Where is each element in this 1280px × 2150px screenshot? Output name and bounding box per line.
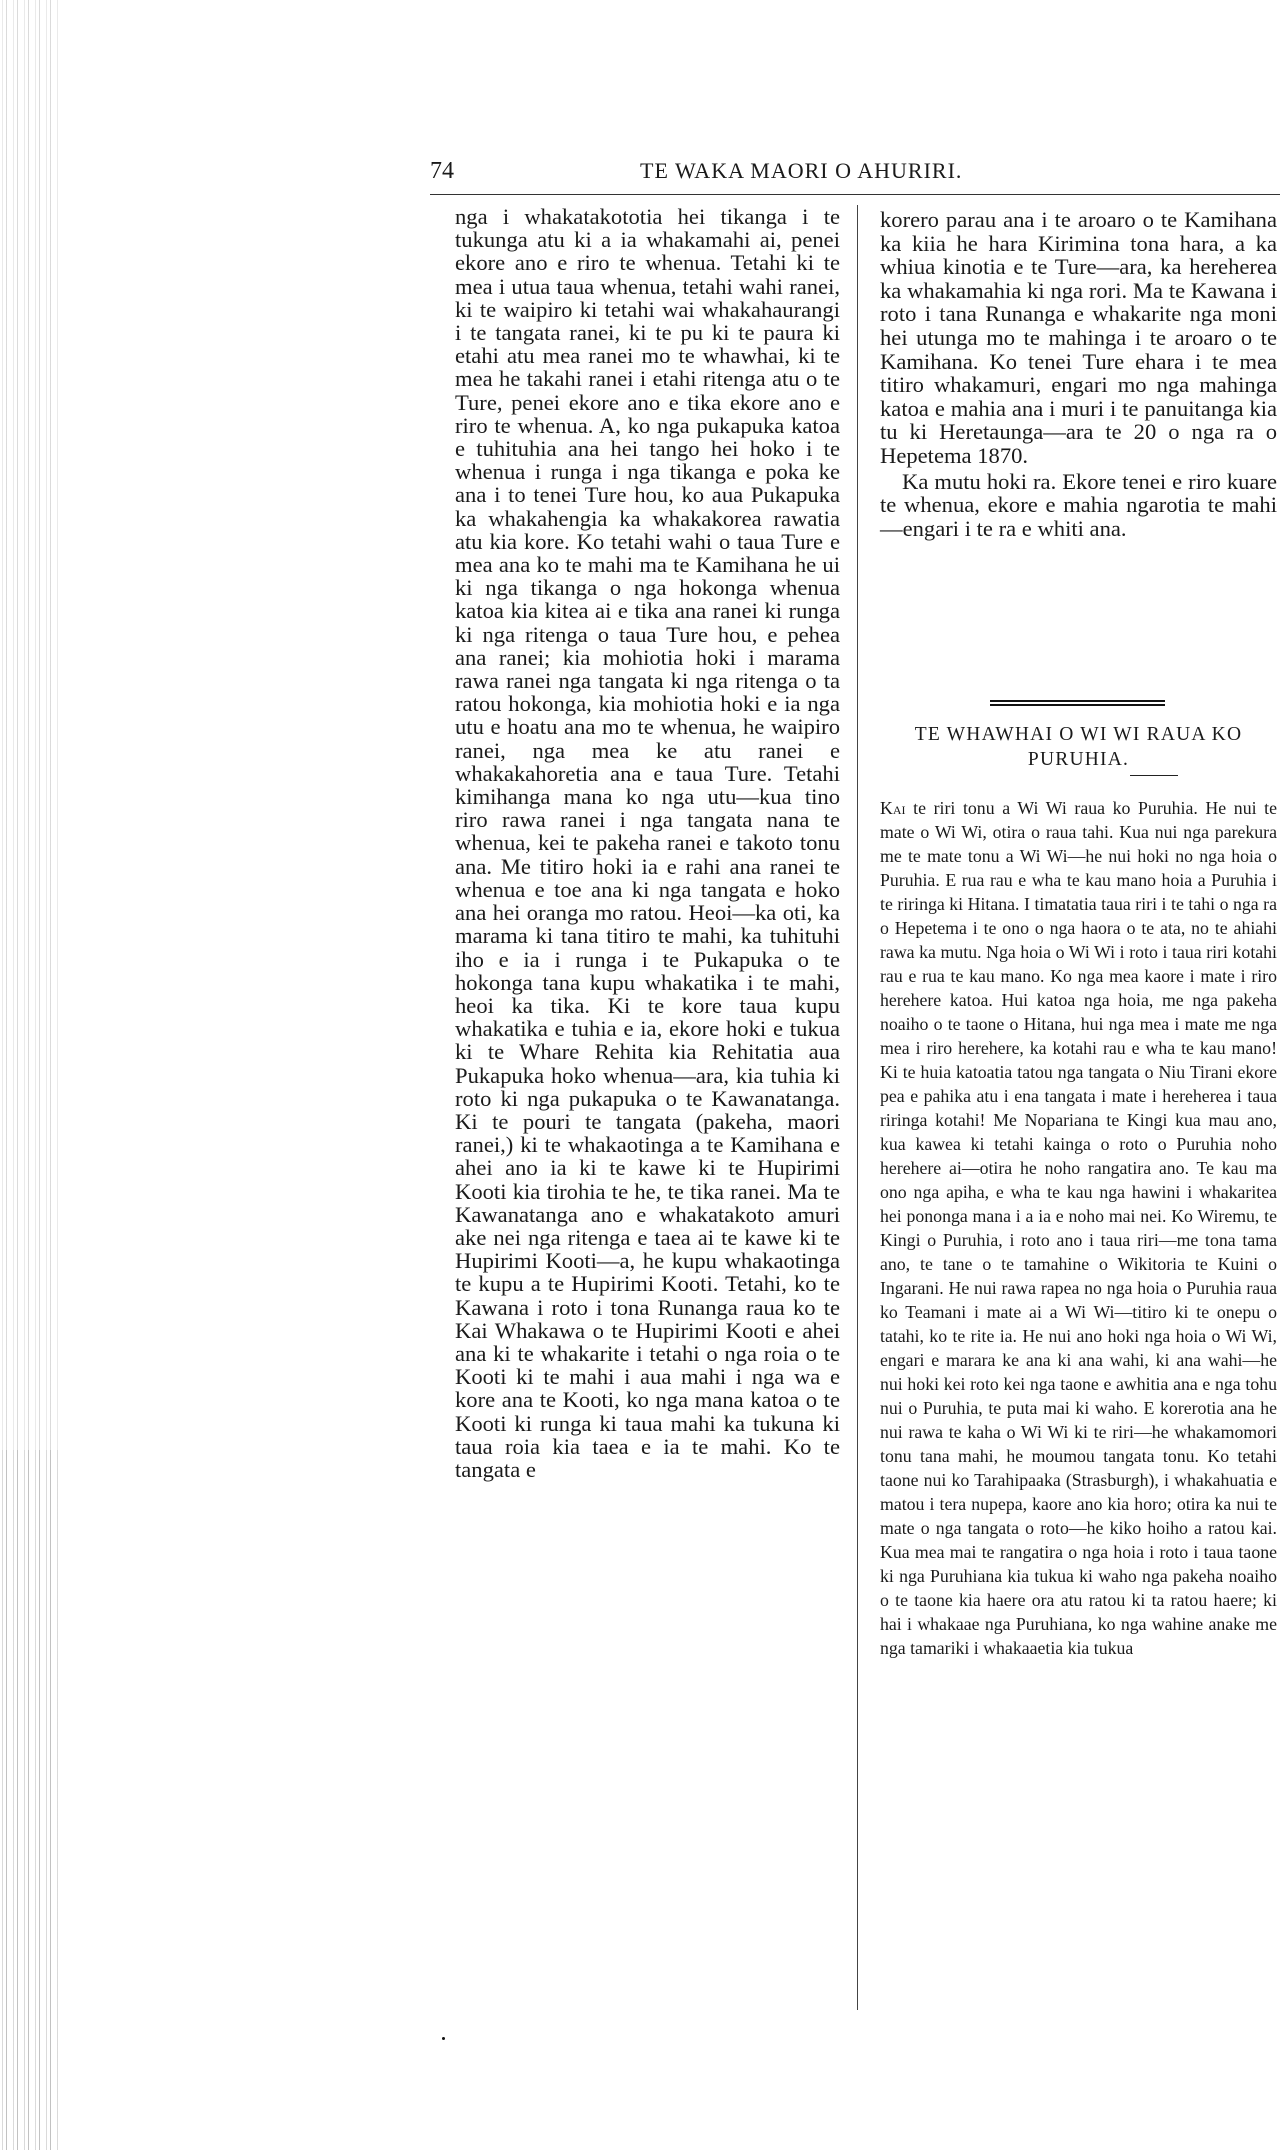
scan-binding-edge-lower bbox=[0, 1450, 60, 2150]
left-column-text: nga i whakatakototia hei tikanga i te tukunga atu ki a ia whakamahi ai, penei ekore ano e riro te whenua. Tetahi ki te mea i utua taua whenua, tetahi wahi ranei, ki te waipiro ki tetahi wai whakahaurangi i te tangata ranei, ki te pu ki te paura ki etahi atu mea ranei mo te whawhai, ki te mea he takahi ranei i etahi ritenga atu o te Ture, penei ekore ano e tika ekore ano e riro te whenua. A, ko nga pukapuka katoa e tuhituhia ana hei tango hei hoko i te whenua i runga i nga tikanga e poka ke ana i to tenei Ture hou, ko aua Pukapuka ka whakahengia ka whakakorea rawatia atu kia kore. Ko tetahi wahi o taua Ture e mea ana ko te mahi ma te Kamihana he ui ki nga tikanga o nga hokonga whenua katoa kia kitea ai e tika ana ranei ki runga ki nga ritenga o taua Ture hou, e pehea ana ranei; kia mohiotia hoki i marama rawa ranei nga tangata ki nga ritenga o ta ratou hokonga, kia mohiotia hoki e ia nga utu e hoatu ana mo te whenua, he waipiro ranei, nga mea ke atu ranei e whakakahoretia ana e taua Ture. Tetahi kimihanga mana ko nga utu—kua tino riro rawa ranei i nga tangata nana te whenua, kei te pakeha ranei e takoto tonu ana. Me titiro hoki ia e rahi ana ranei te whenua e toe ana ki nga tangata e hoko ana hei oranga mo ratou. Heoi—ka oti, ka marama ki tana titiro te mahi, ka tuhituhi iho e ia i runga i te Pukapuka o te hokonga tana kupu whakatika i te mahi, heoi ka tika. Ki te kore taua kupu whakatika e tuhia e ia, ekore hoki e tukua ki te Whare Rehita kia Rehitatia aua Pukapuka hoko whenua—ara, kia tuhia ki roto ki nga pukapuka o te Kawanatanga. Ki te pouri te tangata (pakeha, maori ranei,) ki te whakaotinga a te Kamihana e ahei ano ia ki te kawe ki te Hupirimi Kooti kia tirohia te he, te tika ranei. Ma te Kawanatanga ano e whakatakoto amuri ake nei nga ritenga e taea ai te kawe ki te Hupirimi Kooti—a, he kupu whakaotinga te kupu a te Hupirimi Kooti. Tetahi, ko te Kawana i roto i tona Runanga raua ko te Kai Whakawa o te Hupirimi Kooti e ahei ana ki te whakarite i tetahi o nga roia o te Kooti ki te mahi i aua mahi i nga wa e kore ana te Kooti, ko nga mana katoa o te Kooti ki runga ki taua mahi ka tukuna ki taua roia kia taea e ia te mahi. Ko te tangata e bbox=[455, 204, 840, 1482]
column-divider bbox=[857, 205, 858, 2010]
article-body bbox=[880, 796, 1277, 1660]
article-paragraph bbox=[880, 796, 1277, 1660]
stray-mark bbox=[442, 2037, 445, 2040]
page-number: 74 bbox=[430, 158, 454, 184]
right-column bbox=[880, 208, 1277, 540]
section-separator bbox=[990, 700, 1165, 706]
right-paragraph-1: korero parau ana i te aroaro o te Kamihana ka kiia he hara Kirimina tona hara, a ka whiua kinotia e te Ture—ara, ka hereherea ka whakamahia ki nga rori. Ma te Kawana i roto i tana Runanga e whakarite nga moni hei utunga mo te mahinga i te aroaro o te Kamihana. Ko tenei Ture ehara i te mea titiro whakamuri, engari mo nga mahinga katoa e mahia ana i muri i te panuitanga kia tu ki Heretaunga—ara te 20 o nga ra o Hepetema 1870. bbox=[880, 207, 1277, 468]
page-header bbox=[430, 158, 1280, 188]
heading-underline bbox=[1130, 775, 1178, 776]
running-title: TE WAKA MAORI O AHURIRI. bbox=[640, 158, 963, 183]
right-paragraph-2: Ka mutu hoki ra. Ekore tenei e riro kuare te whenua, ekore e mahia ngarotia te mahi—engari i te ra e whiti ana. bbox=[880, 468, 1277, 541]
header-rule bbox=[430, 194, 1280, 195]
left-column bbox=[455, 205, 840, 1481]
article-body-text: te riri tonu a Wi Wi raua ko Puruhia. He nui te mate o Wi Wi, otira o raua tahi. Kua nui nga parekura me te mate tonu a Wi Wi—he nui hoki no nga hoia o Puruhia. E rua rau e wha te kau mano hoia a Puruhia i te riringa ki Hitana. I timatatia taua riri i te tahi o nga ra o Hepetema i te ono o nga haora o te ata, no te ahiahi rawa ka mutu. Nga hoia o Wi Wi i roto i taua riri kotahi rau e rua te kau mano. Ko nga mea kaore i mate i riro herehere katoa. Hui katoa nga hoia, me nga pakeha noaiho o te taone o Hitana, hui nga mea i mate me nga mea i riro herehere, ka kotahi rau e wha te kau mano! Ki te huia katoatia tatou nga tangata o Niu Tirani ekore pea e pahika atu i ena tangata i mate i hereherea i taua riringa kotahi! Me Nopariana te Kingi kua mau ano, kua kawea ki tetahi kainga o roto o Puruhia noho herehere ai—otira he noho rangatira ano. Te kau ma ono nga apiha, e wha te kau nga hawini i whakaritea hei pononga mana i a ia e noho mai nei. Ko Wiremu, te Kingi o Puruhia, i roto ano i taua riri—me tona tama ano, te tane o te tamahine o Wikitoria te Kuini o Ingarani. He nui rawa rapea no nga hoia o Puruhia raua ko Teamani i mate ai a Wi Wi—titiro ki te onepu o tatahi, ko te rite ia. He nui ano hoki nga hoia o Wi Wi, engari e marara ke ana ki ana wahi, ki ana wahi—he nui hoki kei roto kei nga taone e awhitia ana e nga tohu nui o Puruhia, te puta mai ki waho. E korerotia ana he nui rawa te kaha o Wi Wi ki te riri—he whakamomori tonu tana mahi, he moumou tangata tonu. Ko tetahi taone nui ko Tarahipaaka (Strasburgh), i whakahuatia e matou i tera nupepa, kaore ano kia horo; otira ka nui te mate o nga tangata o roto—he kiko hoiho a ratou kai. Kua mea mai te rangatira o nga hoia i roto i taua taone ki nga Puruhiana kia tukua ki waho nga pakeha noaiho o te taone kia haere ora atu ratou ki ta ratou haere; ki hai i whakaae nga Puruhiana, ko nga wahine anake me nga tamariki i whakaaetia kia tukua bbox=[880, 798, 1277, 1658]
article-first-word: Kai bbox=[880, 798, 906, 818]
article-heading: TE WHAWHAI O WI WI RAUA KO PURUHIA. bbox=[914, 724, 1243, 770]
